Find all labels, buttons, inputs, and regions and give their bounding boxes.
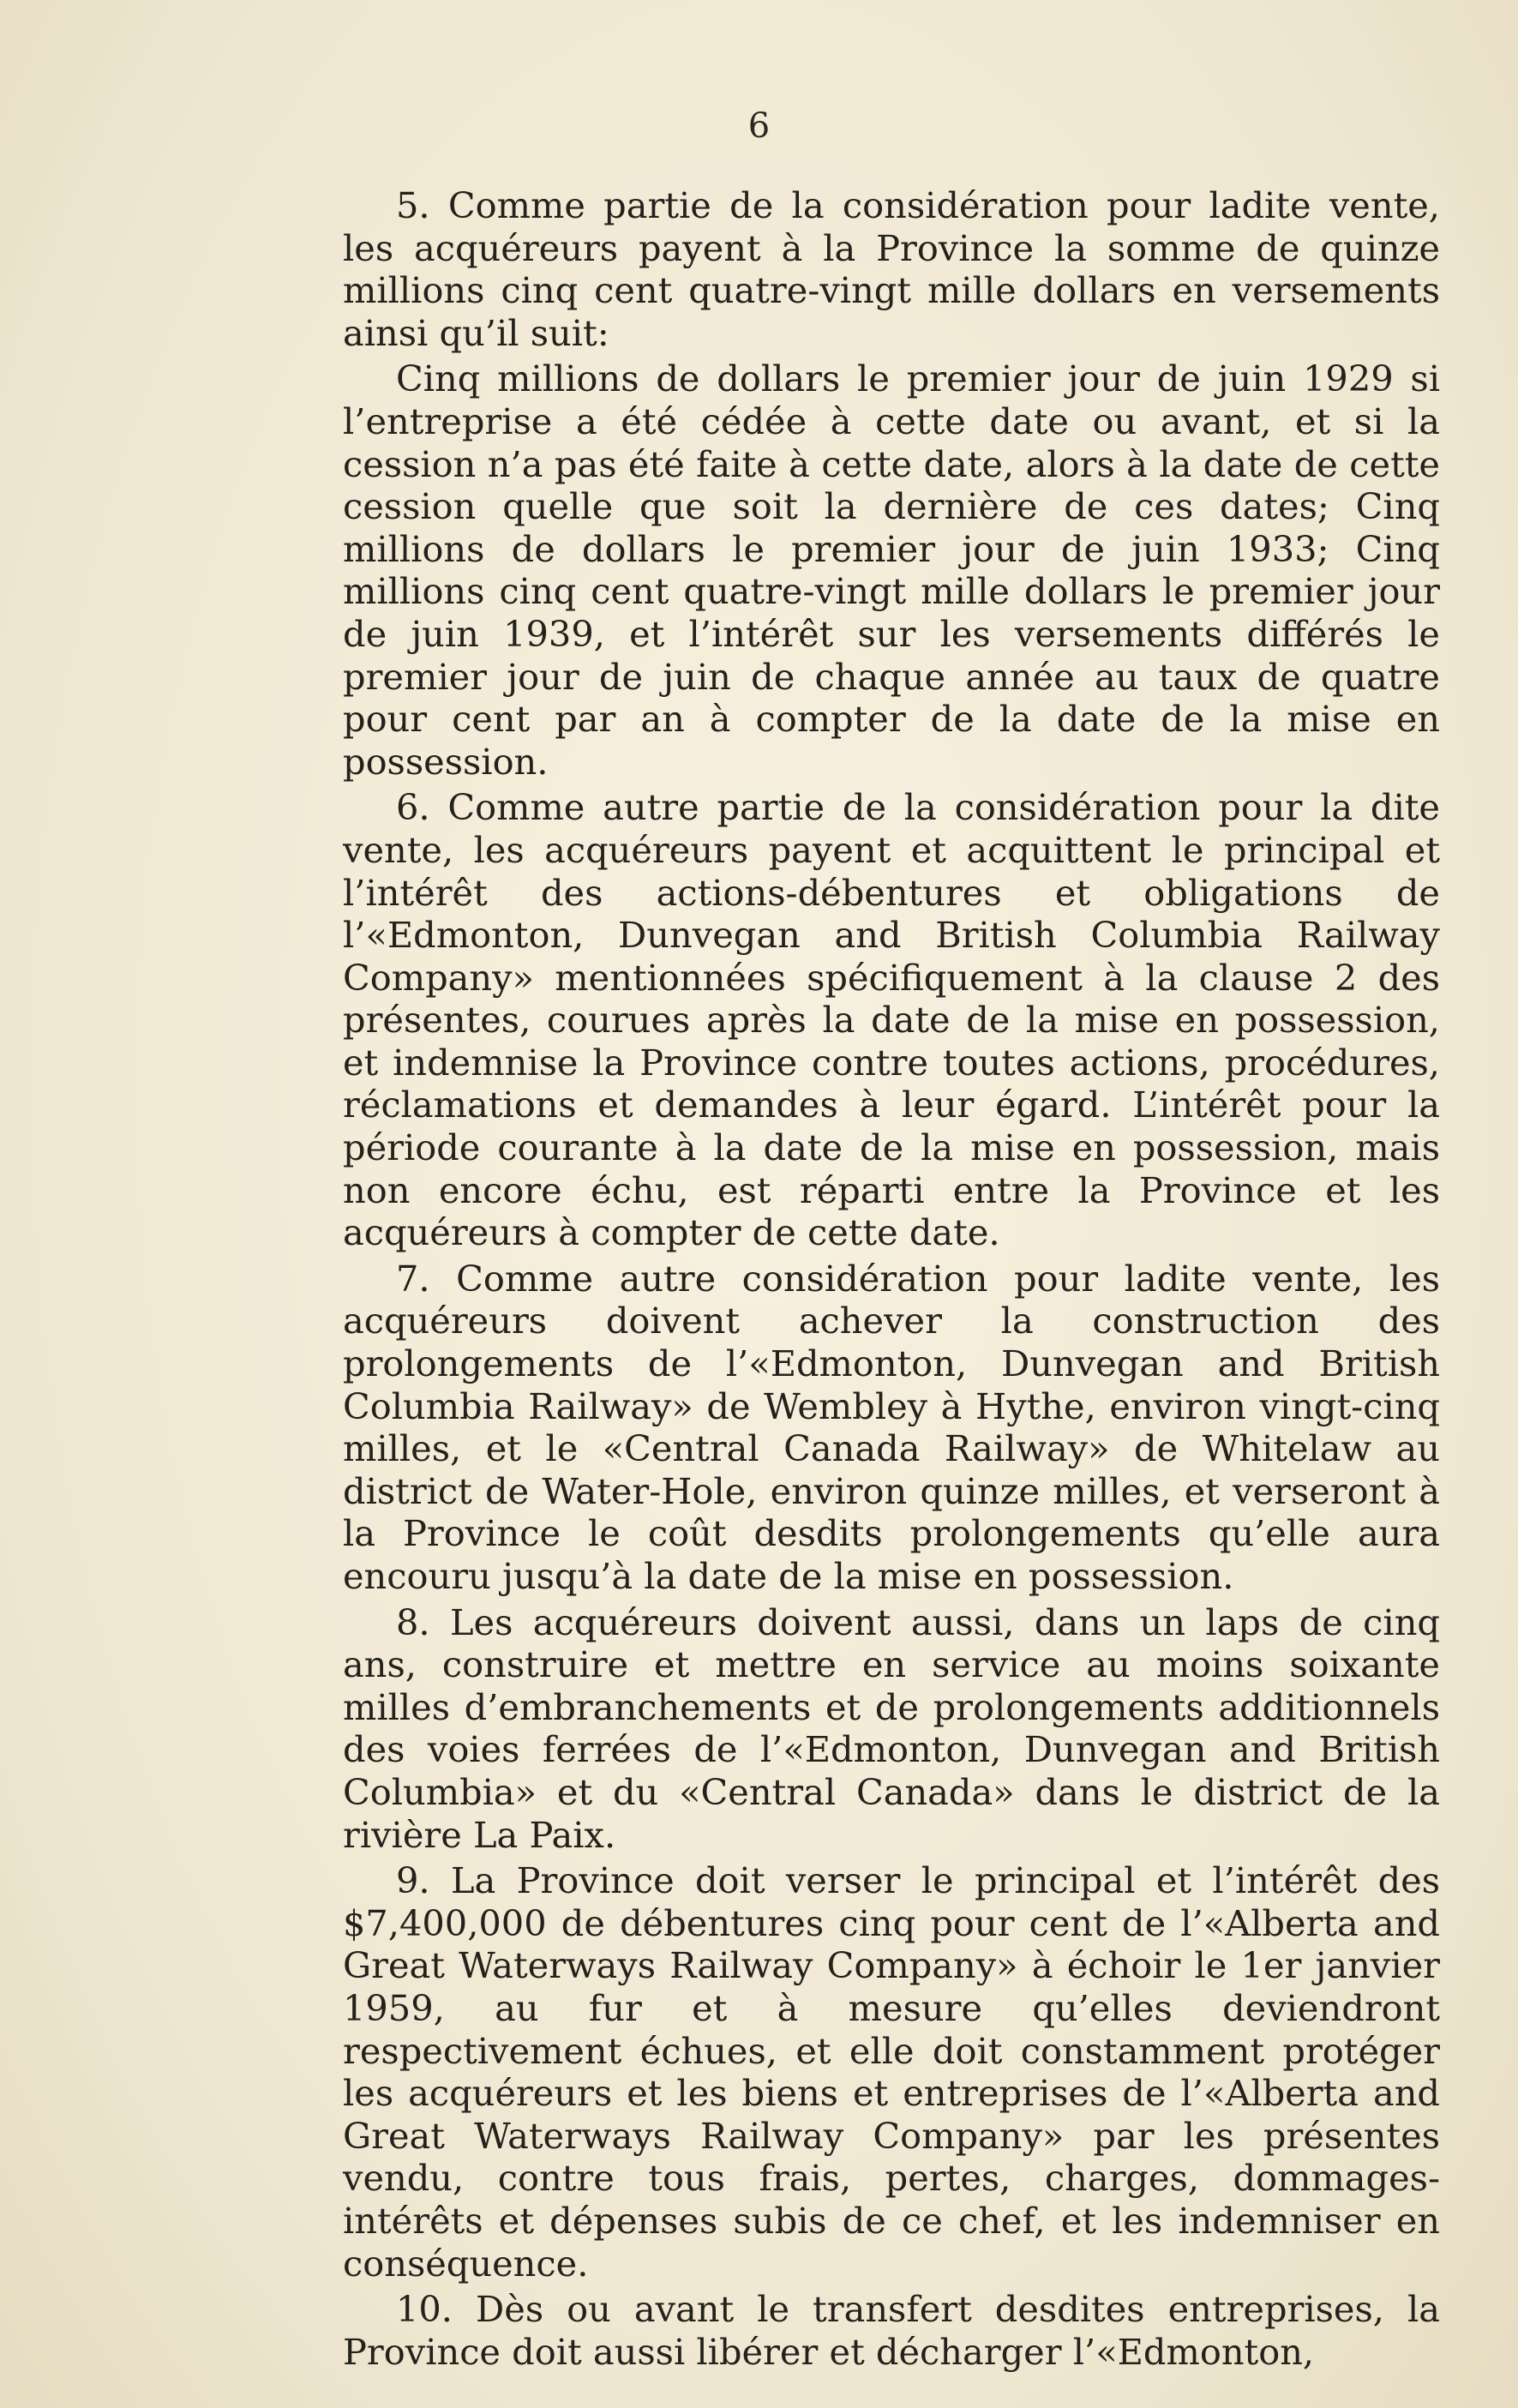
paragraph-clause-9: 9. La Province doit verser le principal et l’intérêt des $7,400,000 de débentures cinq pour cent de l’«Alberta and Great Waterways Railway Company» à échoir le 1er janvier 1959, au fur et à mesure qu’elles deviendront respectivement échues, et elle doit constamment protéger les acquéreurs et les biens et entreprises de l’«Alberta and Great Waterways Railway Company» par les présentes vendu, contre tous frais, pertes, charges, dommages-intérêts et dépenses subis de ce chef, et les indemniser en conséquence. <box>343 1859 1440 2285</box>
paragraph-clause-8: 8. Les acquéreurs doivent aussi, dans un laps de cinq ans, construire et mettre en service au moins soixante milles d’embranchements et de prolongements additionnels des voies ferrées de l’«Edmonton, Dunvegan and British Columbia» et du «Central Canada» dans le district de la rivière La Paix. <box>343 1600 1440 1856</box>
paragraph-clause-7: 7. Comme autre considération pour ladite vente, les acquéreurs doivent achever la construction des prolongements de l’«Edmonton, Dunvegan and British Columbia Railway» de Wembley à Hythe, environ vingt-cinq milles, et le «Central Canada Railway» de Whitelaw au district de Water-Hole, environ quinze milles, et verseront à la Province le coût desdits prolongements qu’elle aura encouru jusqu’à la date de la mise en possession. <box>343 1257 1440 1597</box>
paragraph-clause-6: 6. Comme autre partie de la considération pour la dite vente, les acquéreurs payent et acquittent le principal et l’intérêt des actions-débentures et obligations de l’«Edmonton, Dunvegan and British Columbia Railway Company» mentionnées spécifiquement à la clause 2 des présentes, courues après la date de la mise en possession, et indemnise la Province contre toutes actions, procédures, réclamations et demandes à leur égard. L’intérêt pour la période courante à la date de la mise en possession, mais non encore échu, est réparti entre la Province et les acquéreurs à compter de cette date. <box>343 786 1440 1254</box>
paragraph-clause-5: 5. Comme partie de la considération pour ladite vente, les acquéreurs payent à la Province la somme de quinze millions cinq cent quatre-vingt mille dollars en versements ainsi qu’il suit: <box>343 184 1440 354</box>
body-text <box>343 184 1440 2373</box>
page-number: 6 <box>747 106 771 146</box>
paragraph-payment-schedule: Cinq millions de dollars le premier jour de juin 1929 si l’entreprise a été cédée à cette date ou avant, et si la cession n’a pas été faite à cette date, alors à la date de cette cession quelle que soit la dernière de ces dates; Cinq millions de dollars le premier jour de juin 1933; Cinq millions cinq cent quatre-vingt mille dollars le premier jour de juin 1939, et l’intérêt sur les versements différés le premier jour de juin de chaque année au taux de quatre pour cent par an à compter de la date de la mise en possession. <box>343 357 1440 783</box>
paragraph-clause-10: 10. Dès ou avant le transfert desdites entreprises, la Province doit aussi libérer et décharger l’«Edmonton, <box>343 2288 1440 2373</box>
